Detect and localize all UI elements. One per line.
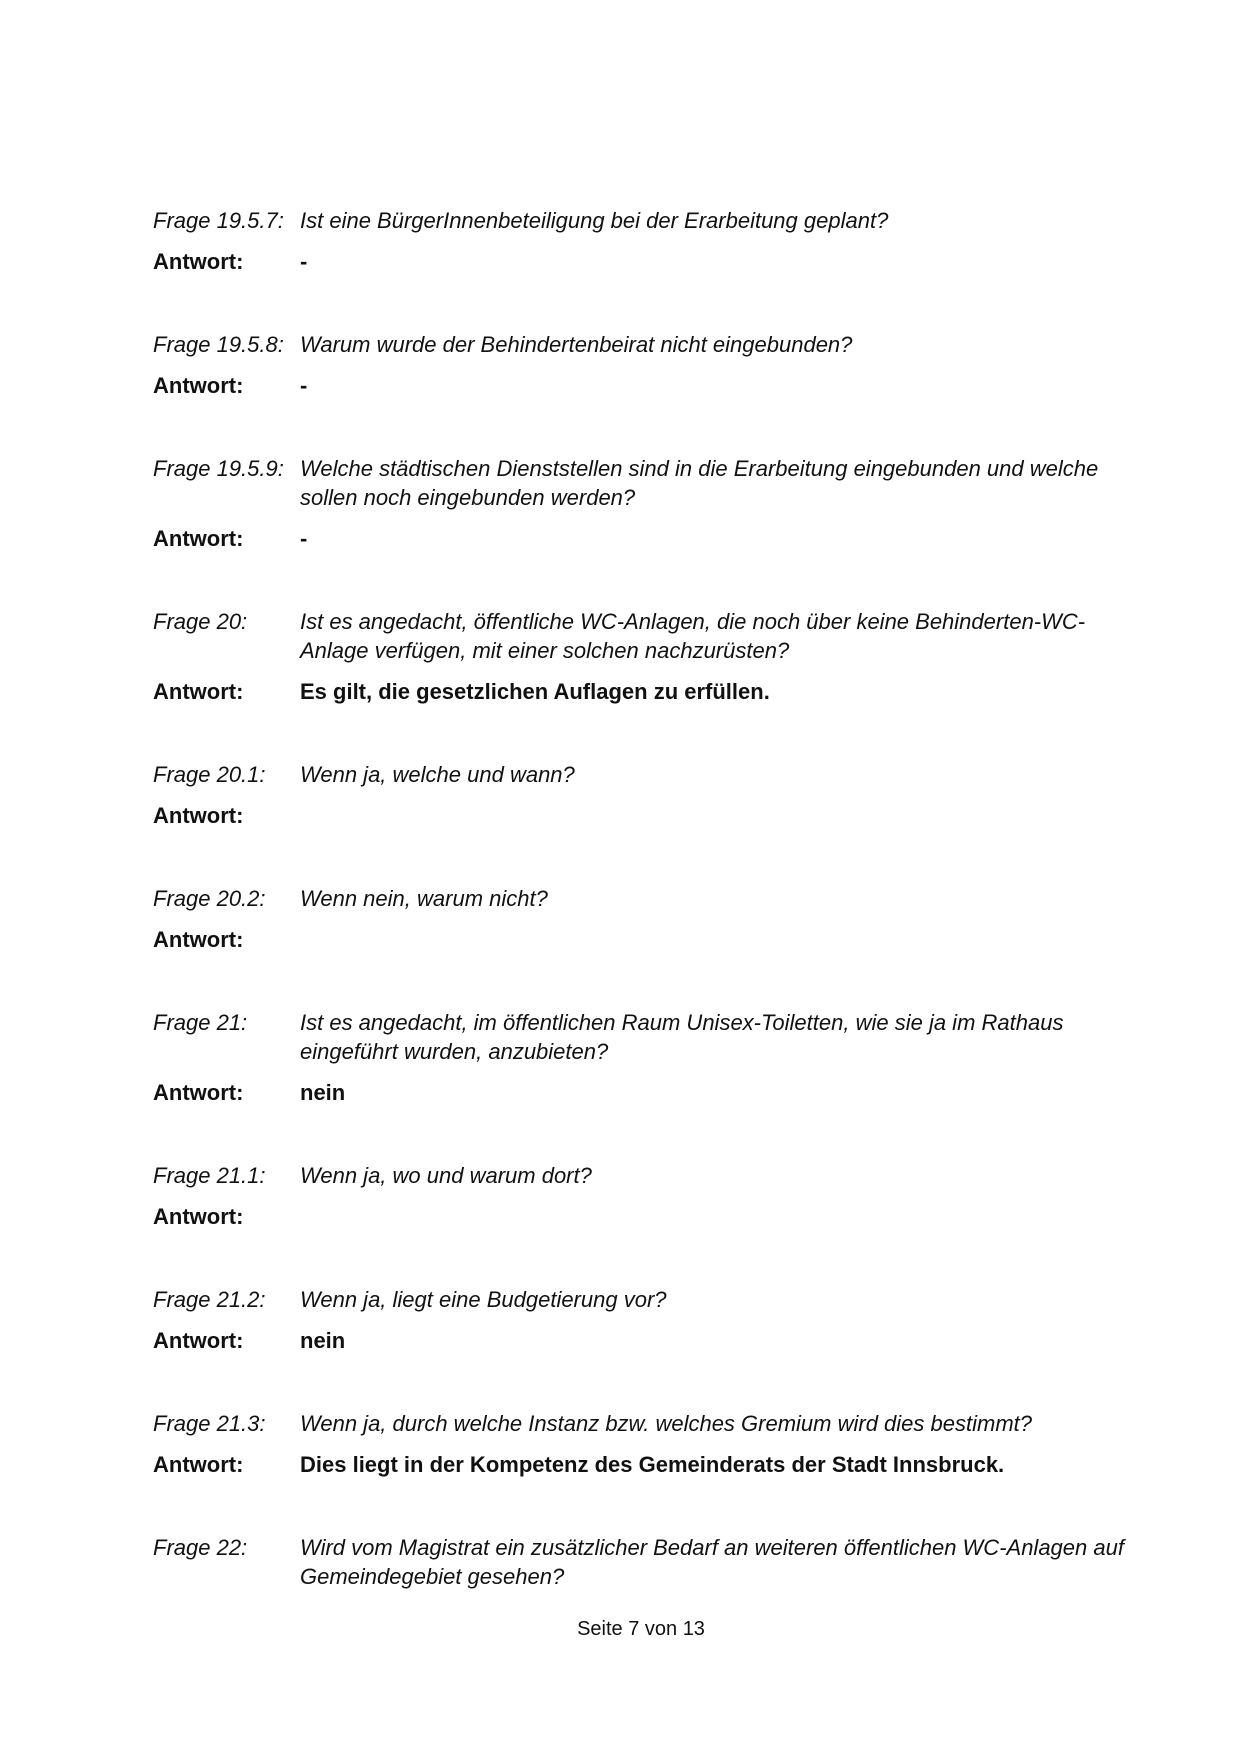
answer-text: nein [300, 1328, 346, 1353]
answer-row [153, 1450, 1143, 1479]
answer-row [153, 247, 1143, 276]
question-row [153, 607, 1143, 665]
question-text: Welche städtischen Dienststellen sind in die Erarbeitung eingebunden und welche sollen noch eingebunden werden? [300, 456, 1099, 510]
question-label: Frage 21.3: [153, 1411, 266, 1436]
question-text: Ist es angedacht, im öffentlichen Raum Unisex-Toiletten, wie sie ja im Rathaus eingeführt wurden, anzubieten? [300, 1010, 1064, 1064]
answer-row [153, 371, 1143, 400]
answer-text: - [300, 249, 308, 274]
question-row [153, 330, 1143, 359]
answer-row [153, 1078, 1143, 1107]
answer-row [153, 524, 1143, 553]
answer-label: Antwort: [153, 373, 244, 398]
qa-item [153, 454, 1143, 553]
question-row [153, 1008, 1143, 1066]
question-label: Frage 19.5.8: [153, 332, 284, 357]
answer-label: Antwort: [153, 803, 244, 828]
answer-label: Antwort: [153, 1080, 244, 1105]
question-text: Wenn ja, liegt eine Budgetierung vor? [300, 1287, 667, 1312]
answer-row [153, 801, 1143, 830]
qa-item [153, 330, 1143, 400]
question-text: Wenn ja, wo und warum dort? [300, 1163, 592, 1188]
question-text: Ist es angedacht, öffentliche WC-Anlagen, die noch über keine Behinderten-WC-Anlage verfügen, mit einer solchen nachzurüsten? [300, 609, 1086, 663]
answer-label: Antwort: [153, 679, 244, 704]
answer-row [153, 1202, 1143, 1231]
question-row [153, 884, 1143, 913]
answer-text: Dies liegt in der Kompetenz des Gemeinderats der Stadt Innsbruck. [300, 1452, 1005, 1477]
question-row [153, 1285, 1143, 1314]
qa-item [153, 1161, 1143, 1231]
question-label: Frage 22: [153, 1535, 248, 1560]
answer-text: - [300, 373, 308, 398]
question-text: Wenn ja, welche und wann? [300, 762, 575, 787]
qa-item [153, 1008, 1143, 1107]
answer-row [153, 677, 1143, 706]
answer-label: Antwort: [153, 249, 244, 274]
answer-row [153, 925, 1143, 954]
question-label: Frage 21.2: [153, 1287, 266, 1312]
answer-text: - [300, 526, 308, 551]
question-text: Ist eine BürgerInnenbeteiligung bei der Erarbeitung geplant? [300, 208, 889, 233]
question-label: Frage 21.1: [153, 1163, 266, 1188]
question-row [153, 206, 1143, 235]
question-row [153, 1533, 1143, 1591]
question-label: Frage 20.2: [153, 886, 266, 911]
answer-text: Es gilt, die gesetzlichen Auflagen zu erfüllen. [300, 679, 770, 704]
answer-label: Antwort: [153, 1328, 244, 1353]
question-row [153, 760, 1143, 789]
question-label: Frage 21: [153, 1010, 248, 1035]
qa-item [153, 760, 1143, 830]
question-label: Frage 20: [153, 609, 248, 634]
qa-item [153, 206, 1143, 276]
question-text: Wird vom Magistrat ein zusätzlicher Bedarf an weiteren öffentlichen WC-Anlagen auf Gemeindegebiet gesehen? [300, 1535, 1124, 1589]
answer-row [153, 1326, 1143, 1355]
question-row [153, 1161, 1143, 1190]
question-text: Warum wurde der Behindertenbeirat nicht eingebunden? [300, 332, 853, 357]
question-label: Frage 20.1: [153, 762, 266, 787]
qa-item [153, 1409, 1143, 1479]
question-row [153, 1409, 1143, 1438]
question-text: Wenn ja, durch welche Instanz bzw. welches Gremium wird dies bestimmt? [300, 1411, 1032, 1436]
answer-label: Antwort: [153, 1452, 244, 1477]
answer-text: nein [300, 1080, 346, 1105]
question-text: Wenn nein, warum nicht? [300, 886, 548, 911]
page-number: Seite 7 von 13 [577, 1618, 705, 1640]
answer-label: Antwort: [153, 927, 244, 952]
question-label: Frage 19.5.9: [153, 456, 284, 481]
qa-item [153, 1285, 1143, 1355]
qa-item [153, 884, 1143, 954]
qa-item [153, 607, 1143, 706]
question-label: Frage 19.5.7: [153, 208, 284, 233]
answer-label: Antwort: [153, 526, 244, 551]
qa-item [153, 1533, 1143, 1591]
question-row [153, 454, 1143, 512]
answer-label: Antwort: [153, 1204, 244, 1229]
